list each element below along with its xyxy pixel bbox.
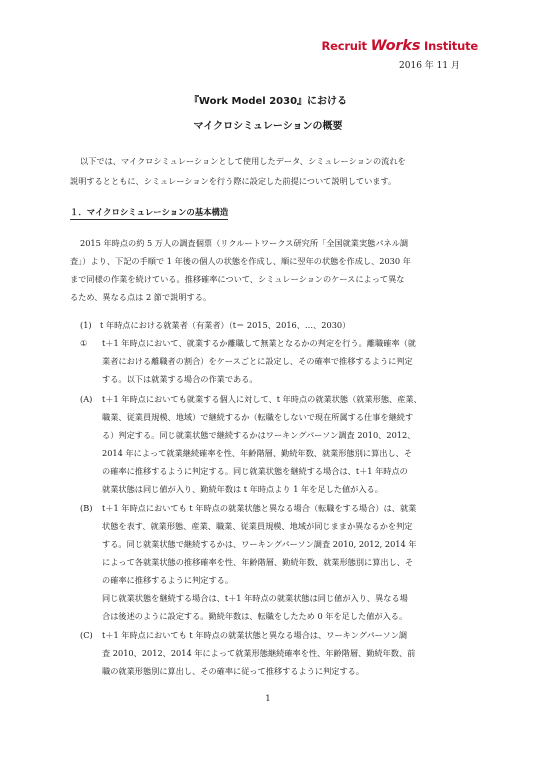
brand-logo <box>321 38 478 54</box>
item-a-line-4: 2014 年によって就業継続確率を性、年齢階層、勤続年数、就業形態別に算出し、そ <box>102 448 413 458</box>
item-b-line-7: 合は後述のように設定する。勤続年数は、転職をしたため 0 年を足した値が入る。 <box>102 611 408 621</box>
intro-line-1: 以下では、マイクロシミュレーションとして使用したデータ、シミュレーションの流れを <box>80 156 406 166</box>
item-b-label: (B) <box>80 503 93 513</box>
item-a-line-3: る）判定する。同じ就業状態で継続するかはワーキングパーソン調査 2010、2012、 <box>102 430 416 440</box>
intro-line-2: 説明するとともに、シミュレーションを行う際に設定した前提について説明しています。 <box>70 176 397 186</box>
item-1-sub-line-1: t＋1 年時点において、就業するか離職して無業となるかの判定を行う。離職確率（就 <box>102 338 416 348</box>
item-a-line-6: 就業状態は同じ値が入り、勤続年数は t 年時点より 1 年を足した値が入る。 <box>102 484 383 494</box>
item-b-line-3: する。同じ就業状態で継続するかは、ワーキングパーソン調査 2010, 2012, 2014 年 <box>102 539 417 549</box>
item-1-sub-marker: ① <box>80 338 88 348</box>
item-c-line-3: 職の就業形態別に算出し、その確率に従って推移するように判定する。 <box>102 666 365 676</box>
item-c-line-1: t＋1 年時点においても t 年時点の就業状態と異なる場合は、ワーキングパーソン調 <box>102 630 408 640</box>
item-b-line-2: 状態を表す、就業形態、産業、職業、従業員規模、地域が同じままか異なるかを判定 <box>102 521 413 531</box>
page-number: 1 <box>265 694 271 704</box>
title-line-2: マイクロシミュレーションの概要 <box>193 121 343 132</box>
title-line-1: 『Work Model 2030』における <box>188 96 348 107</box>
item-a-line-1: t＋1 年時点においても就業する個人に対して、t 年時点の就業状態（就業形態、産業、 <box>102 394 422 404</box>
item-b-line-4: によって各就業状態の推移確率を性、年齢階層、勤続年数、就業形態別に算出し、そ <box>102 557 414 567</box>
section-heading: １．マイクロシミュレーションの基本構造 <box>70 206 228 220</box>
section-para-line-2: 査」）より、下記の手順で 1 年後の個人の状態を作成し、順に翌年の状態を作成し、2030 年 <box>70 256 411 266</box>
item-a-line-2: 職業、従業員規模、地域）で継続するか（転職をしないで現在所属する仕事を継続す <box>102 412 414 422</box>
item-1-label: (1) <box>80 320 92 330</box>
item-1-title: t 年時点における就業者（有業者）（t＝ 2015、2016、…、2030） <box>100 320 351 330</box>
document-date: 2016 年 11 月 <box>399 61 460 71</box>
item-a-line-5: の確率に推移するように判定する。同じ就業状態を継続する場合は、t＋1 年時点の <box>102 466 408 476</box>
item-b-line-1: t＋1 年時点においても t 年時点の就業状態と異なる場合（転職をする場合）は、就業 <box>102 503 417 513</box>
section-para-line-3: まで同様の作業を続けている。推移確率について、シミュレーションのケースによって異な <box>70 274 405 284</box>
brand-suffix: Institute <box>420 39 478 53</box>
item-1-sub-line-2: 業者における離職者の割合）をケースごとに設定し、その確率で推移するように判定 <box>102 356 413 366</box>
brand-prefix: Recruit <box>321 39 371 53</box>
item-b-line-5: の確率に推移するように判定する。 <box>102 575 234 585</box>
item-b-line-6: 同じ就業状態を継続する場合は、t＋1 年時点の就業状態は同じ値が入り、異なる場 <box>102 593 408 603</box>
item-c-label: (C) <box>80 630 93 640</box>
section-para-line-1: 2015 年時点の約 5 万人の調査個票（リクルートワークス研究所「全国就業実態パネル調 <box>80 238 409 248</box>
brand-works: Works <box>370 38 421 54</box>
item-c-line-2: 査 2010、2012、2014 年によって就業形態継続確率を性、年齢階層、勤続年数、前 <box>102 648 416 658</box>
section-para-line-4: るため、異なる点は 2 節で説明する。 <box>70 292 212 302</box>
item-a-label: (A) <box>80 394 93 404</box>
item-1-sub-line-3: する。以下は就業する場合の作業である。 <box>102 374 258 384</box>
